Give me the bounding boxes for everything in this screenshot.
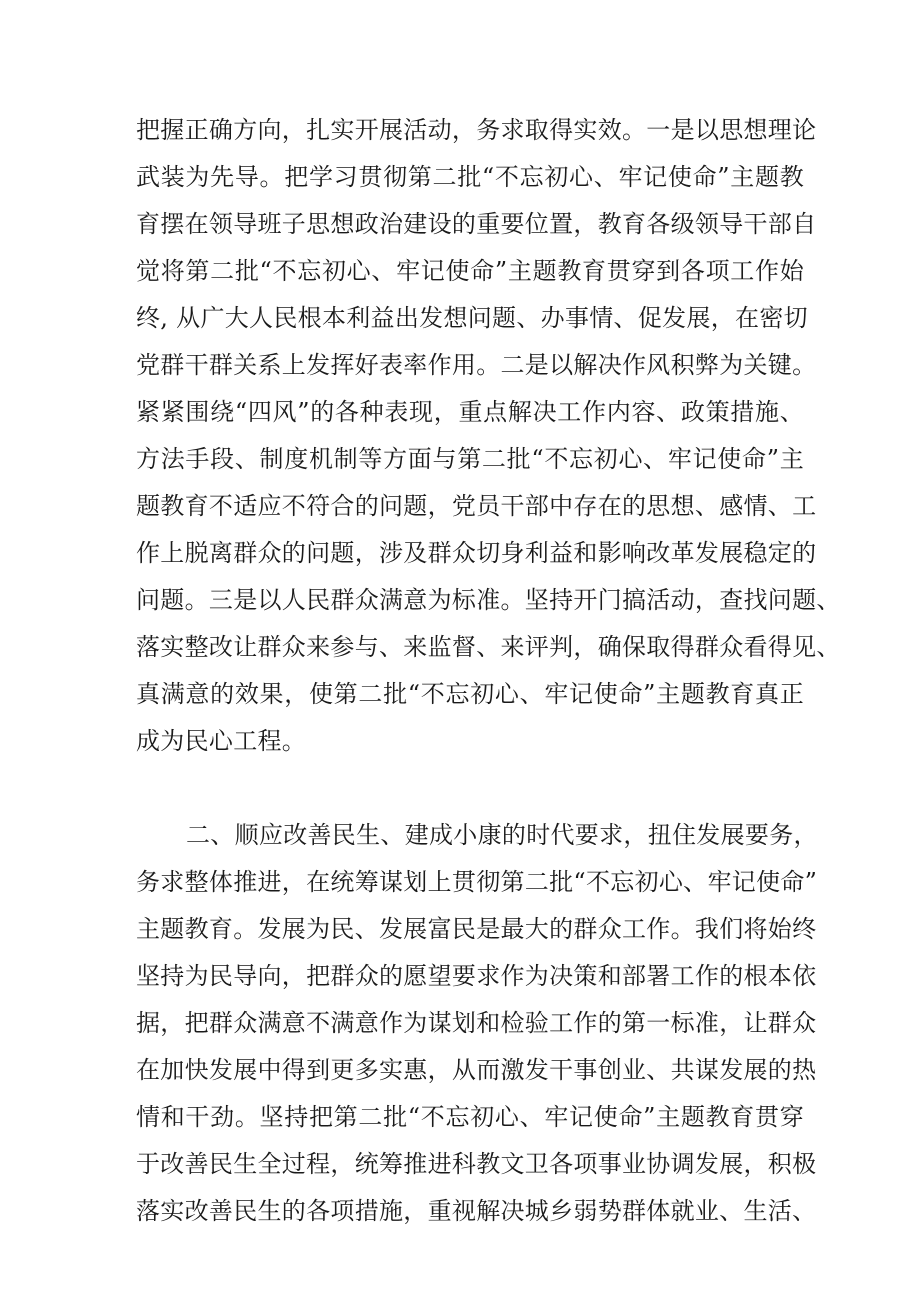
paragraph-line: 育摆在领导班子思想政治建设的重要位置，教育各级领导干部自 [136, 210, 817, 238]
paragraph-line: 在加快发展中得到更多实惠，从而激发干事创业、共谋发展的热 [136, 1056, 817, 1084]
paragraph-line: 党群干群关系上发挥好表率作用。二是以解决作风积弊为关键。 [136, 351, 817, 379]
paragraph-line: 题教育不适应不符合的问题，党员干部中存在的思想、感情、工 [136, 492, 817, 520]
paragraph-line: 坚持为民导向，把群众的愿望要求作为决策和部署工作的根本依 [136, 962, 817, 990]
paragraph-line: 务求整体推进，在统筹谋划上贯彻第二批“不忘初心、牢记使命” [136, 868, 818, 896]
paragraph-line: 问题。三是以人民群众满意为标准。坚持开门搞活动，查找问题、 [136, 586, 841, 614]
paragraph-line: 落实整改让群众来参与、来监督、来评判，确保取得群众看得见、 [136, 633, 841, 661]
paragraph-line: 于改善民生全过程，统筹推进科教文卫各项事业协调发展，积极 [136, 1150, 817, 1178]
paragraph-line: 落实改善民生的各项措施，重视解决城乡弱势群体就业、生活、 [136, 1197, 817, 1225]
paragraph-line: 武装为先导。把学习贯彻第二批“不忘初心、牢记使命”主题教 [136, 163, 804, 191]
paragraph-line: 作上脱离群众的问题，涉及群众切身利益和影响改革发展稳定的 [136, 539, 817, 567]
paragraph-line: 真满意的效果，使第二批“不忘初心、牢记使命”主题教育真正 [136, 680, 804, 708]
paragraph-line: 紧紧围绕“四风”的各种表现，重点解决工作内容、政策措施、 [136, 398, 804, 426]
paragraph-line: 据，把群众满意不满意作为谋划和检验工作的第一标准，让群众 [136, 1009, 817, 1037]
paragraph-line: 情和干劲。坚持把第二批“不忘初心、牢记使命”主题教育贯穿 [136, 1103, 804, 1131]
paragraph-line: 终, 从广大人民根本利益出发想问题、办事情、促发展，在密切 [136, 304, 808, 332]
paragraph-line: 方法手段、制度机制等方面与第二批“不忘初心、牢记使命”主 [136, 445, 804, 473]
paragraph-line: 觉将第二批“不忘初心、牢记使命”主题教育贯穿到各项工作始 [136, 257, 804, 285]
paragraph-line: 主题教育。发展为民、发展富民是最大的群众工作。我们将始终 [136, 915, 817, 943]
paragraph-line-last: 成为民心工程。 [136, 727, 307, 755]
paragraph-line: 把握正确方向，扎实开展活动，务求取得实效。一是以思想理论 [136, 116, 817, 144]
paragraph-line-first: 二、顺应改善民生、建成小康的时代要求，扭住发展要务， [186, 821, 818, 849]
